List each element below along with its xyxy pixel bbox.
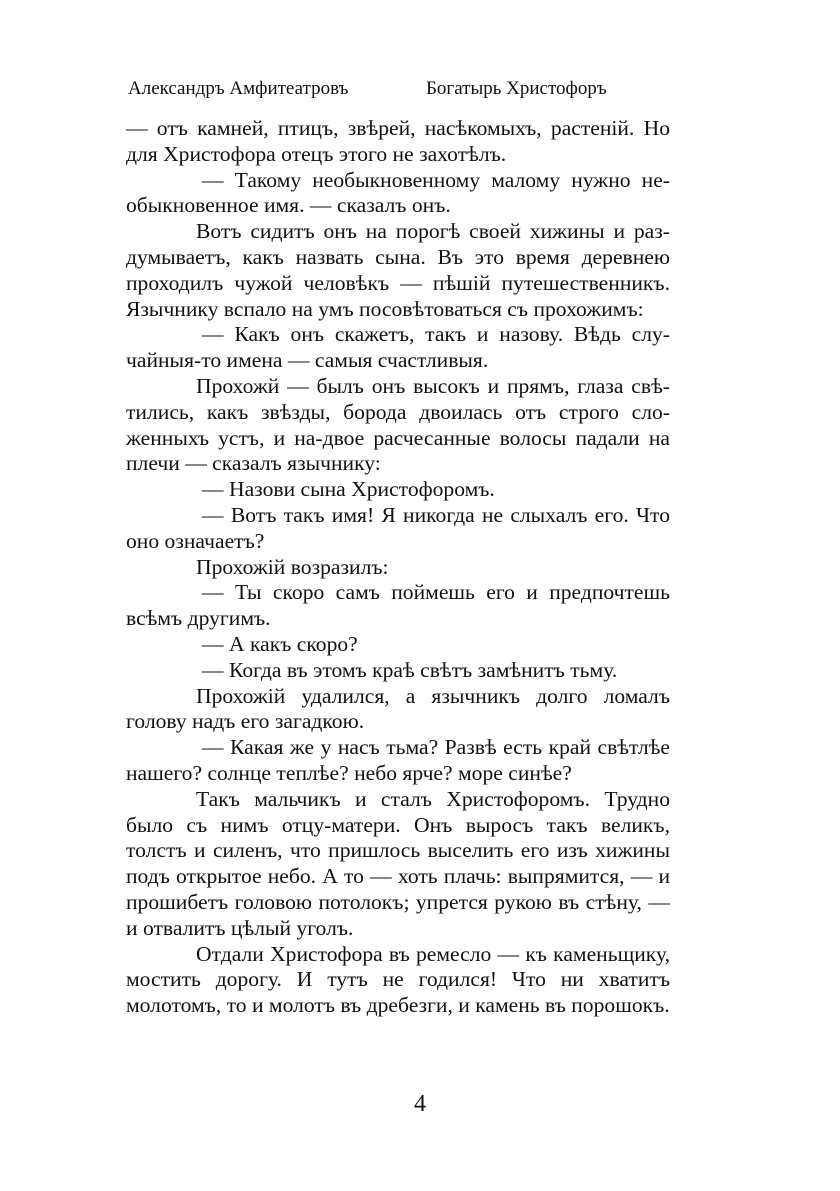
paragraph: Прохожй — былъ онъ высокъ и прямъ, глаза свѣтились, какъ звѣзды, борода двоилась отъ строго сложенныхъ устъ, и на-двое расчесанные волосы падали на плечи — сказалъ язычнику:	[126, 373, 670, 476]
header-title: Богатырь Христофоръ	[426, 78, 607, 99]
dialogue-line: — Назови сына Христофоромъ.	[202, 477, 495, 502]
paragraph: Прохожій удалился, а язычникъ долго ломалъ голову надъ его загадкою.	[126, 683, 670, 734]
body-text	[126, 116, 670, 1019]
dialogue-line: — А какъ скоро?	[202, 631, 358, 656]
dialogue-line: — Ты скоро самъ поймешь его и предпочтешь всѣмъ другимъ.	[126, 580, 670, 631]
header-author: Александръ Амфитеатровъ	[128, 78, 349, 99]
dialogue-line: — Когда въ этомъ краѣ свѣтъ замѣнитъ тьму.	[202, 657, 618, 682]
dialogue-line: — Какъ онъ скажетъ, такъ и назову. Вѣдь случайныя-то имена — самыя счастливыя.	[126, 322, 670, 373]
paragraph: Такъ мальчикъ и сталъ Христофоромъ. Трудно было съ нимъ отцу-матери. Онъ выросъ такъ великъ, толстъ и силенъ, что пришлось выселить его изъ хижины подъ открытое небо. А то — хоть плачь: выпрямится, — и прошибетъ головою потолокъ; упрется рукою въ стѣну, — и отвалитъ цѣлый уголъ.	[126, 786, 670, 940]
dialogue-line: — Такому необыкновенному малому нужно необыкновенное имя. — сказалъ онъ.	[126, 167, 670, 218]
paragraph: Отдали Христофора въ ремесло — къ каменьщику, мостить дорогу. И тутъ не годился! Что ни хватитъ молотомъ, то и молотъ въ дребезги, и камень въ порошокъ.	[126, 941, 670, 1018]
dialogue-line: — Какая же у насъ тьма? Развѣ есть край свѣтлѣе нашего? солнце теплѣе? небо ярче? море синѣе?	[126, 735, 670, 785]
dialogue-line: — Вотъ такъ имя! Я никогда не слыхалъ его. Что оно означаетъ?	[126, 502, 670, 553]
paragraph: Вотъ сидитъ онъ на порогѣ своей хижины и раздумываетъ, какъ назвать сына. Въ это время деревнею проходилъ чужой человѣкъ — пѣшій путешественникъ. Язычнику вспало на умъ посовѣтоваться съ прохожимъ:	[126, 219, 670, 321]
running-header	[128, 78, 724, 100]
paragraph: Прохожій возразилъ:	[196, 554, 389, 579]
paragraph: — отъ камней, птицъ, звѣрей, насѣкомыхъ, растеній. Но для Христофора отецъ этого не захотѣлъ.	[126, 116, 670, 166]
page-number: 4	[414, 1091, 426, 1117]
